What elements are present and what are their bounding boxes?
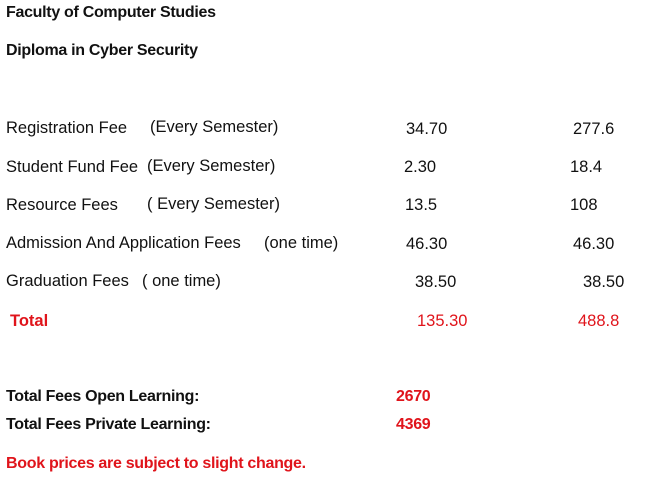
- fee-semester-value: 38.50: [415, 273, 457, 291]
- program-title: Diploma in Cyber Security: [6, 42, 198, 59]
- fee-note: ( one time): [142, 272, 221, 290]
- fee-note: (Every Semester): [147, 157, 276, 175]
- fee-total-value: 18.4: [570, 158, 603, 176]
- fee-semester-value: 34.70: [406, 120, 448, 138]
- fee-total-value: 108: [570, 196, 598, 214]
- fee-label: Resource Fees: [6, 196, 118, 214]
- total-overall-value: 488.8: [578, 312, 620, 330]
- fee-semester-value: 46.30: [406, 235, 448, 253]
- faculty-title: Faculty of Computer Studies: [6, 4, 216, 21]
- private-learning-label: Total Fees Private Learning:: [6, 416, 211, 433]
- fee-note: (one time): [264, 234, 339, 252]
- fee-total-value: 277.6: [573, 120, 615, 138]
- fee-label: Admission And Application Fees: [6, 234, 241, 252]
- fee-total-value: 38.50: [583, 273, 625, 291]
- fee-label: Graduation Fees: [6, 272, 129, 290]
- private-learning-value: 4369: [396, 416, 431, 433]
- fee-note: (Every Semester): [150, 118, 279, 136]
- open-learning-value: 2670: [396, 388, 431, 405]
- fee-label: Registration Fee: [6, 119, 128, 137]
- fee-semester-value: 2.30: [404, 158, 437, 176]
- fee-note: ( Every Semester): [147, 195, 280, 213]
- book-price-note: Book prices are subject to slight change.: [6, 455, 306, 472]
- fee-label: Student Fund Fee: [6, 158, 139, 176]
- fee-semester-value: 13.5: [405, 196, 438, 214]
- total-label: Total: [10, 312, 49, 330]
- total-semester-value: 135.30: [417, 312, 468, 330]
- open-learning-label: Total Fees Open Learning:: [6, 388, 200, 405]
- fee-total-value: 46.30: [573, 235, 615, 253]
